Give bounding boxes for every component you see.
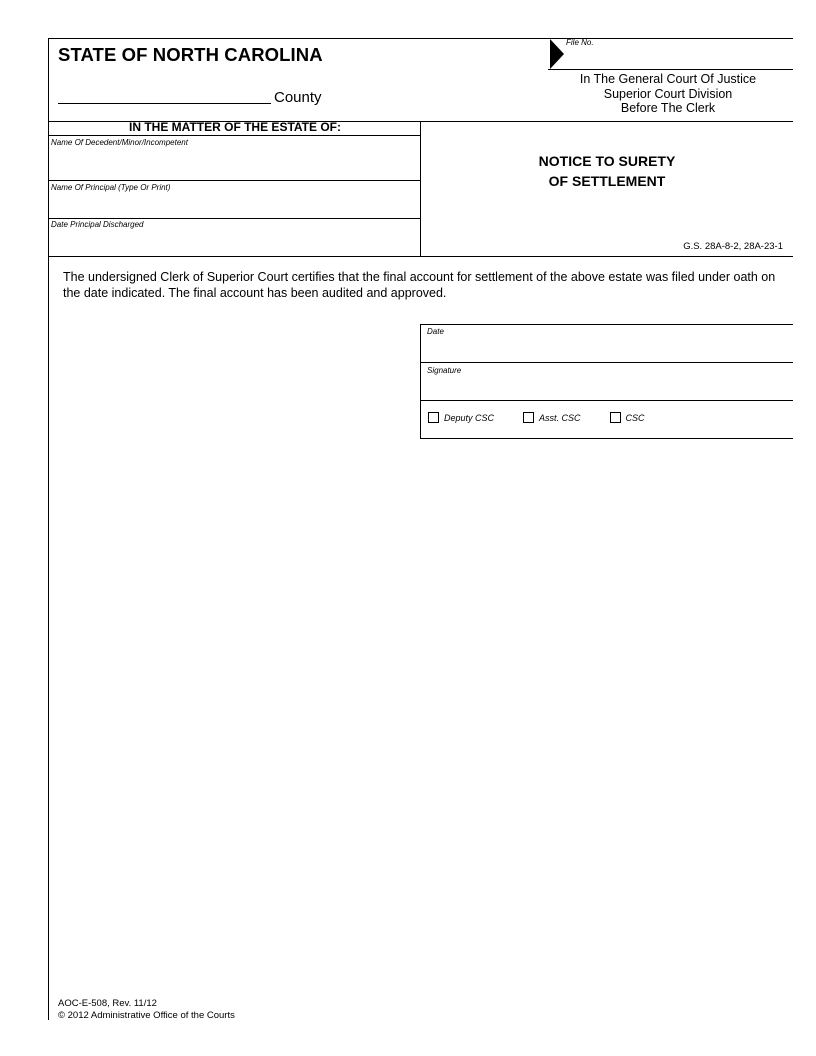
form-title-line: NOTICE TO SURETY bbox=[538, 153, 676, 169]
file-no-field[interactable] bbox=[566, 48, 791, 68]
clerk-title-options bbox=[428, 412, 674, 423]
copyright-notice: © 2012 Administrative Office of the Courts bbox=[58, 1010, 235, 1021]
signature-field-top bbox=[420, 362, 793, 363]
certification-text: The undersigned Clerk of Superior Court certifies that the final account for settlement of the above estate was filed under oath on the date indicated. The final account has been audited and approved. bbox=[63, 270, 776, 300]
principal-label: Name Of Principal (Type Or Print) bbox=[51, 183, 171, 192]
decedent-field-bottom bbox=[48, 180, 420, 181]
signature-field[interactable] bbox=[422, 376, 792, 399]
court-line: In The General Court Of Justice bbox=[579, 72, 757, 86]
signature-label: Signature bbox=[427, 366, 462, 375]
county-field[interactable] bbox=[58, 103, 271, 104]
county-label: County bbox=[274, 89, 322, 106]
deputy-csc-checkbox[interactable] bbox=[428, 412, 439, 423]
deputy-csc-label: Deputy CSC bbox=[444, 412, 495, 423]
csc-checkbox[interactable] bbox=[610, 412, 621, 423]
deputy-csc-option bbox=[428, 412, 494, 423]
decedent-field[interactable] bbox=[50, 148, 418, 179]
form-title bbox=[421, 151, 793, 191]
court-line: Superior Court Division bbox=[603, 86, 733, 101]
estate-heading-underline bbox=[48, 135, 420, 136]
asst-csc-label: Asst. CSC bbox=[539, 412, 581, 423]
form-title-line: OF SETTLEMENT bbox=[548, 173, 666, 189]
top-border bbox=[48, 38, 793, 39]
discharged-label: Date Principal Discharged bbox=[51, 220, 144, 229]
signature-block-left bbox=[420, 324, 421, 438]
principal-field-bottom bbox=[48, 218, 420, 219]
estate-section-bottom bbox=[48, 256, 793, 257]
court-line: Before The Clerk bbox=[620, 101, 716, 115]
statute-reference: G.S. 28A-8-2, 28A-23-1 bbox=[683, 241, 783, 252]
file-no-underline bbox=[548, 69, 793, 70]
signature-block-bottom bbox=[420, 438, 793, 439]
file-no-arrow-icon bbox=[550, 39, 564, 69]
title-options-top bbox=[420, 400, 793, 401]
asst-csc-checkbox[interactable] bbox=[523, 412, 534, 423]
date-label: Date bbox=[427, 327, 444, 336]
date-field-top bbox=[420, 324, 793, 325]
principal-field[interactable] bbox=[50, 193, 418, 217]
date-field[interactable] bbox=[422, 337, 792, 361]
csc-option bbox=[610, 412, 645, 423]
form-id: AOC-E-508, Rev. 11/12 bbox=[58, 998, 157, 1009]
form-footer bbox=[58, 998, 235, 1022]
estate-heading: IN THE MATTER OF THE ESTATE OF: bbox=[129, 120, 341, 134]
discharged-date-field[interactable] bbox=[50, 230, 418, 255]
file-no-label: File No. bbox=[566, 38, 594, 47]
decedent-label: Name Of Decedent/Minor/Incompetent bbox=[51, 138, 188, 147]
state-title: STATE OF NORTH CAROLINA bbox=[58, 44, 323, 65]
court-designation bbox=[548, 72, 788, 116]
csc-label: CSC bbox=[625, 412, 645, 423]
asst-csc-option bbox=[523, 412, 581, 423]
left-border bbox=[48, 38, 49, 1020]
